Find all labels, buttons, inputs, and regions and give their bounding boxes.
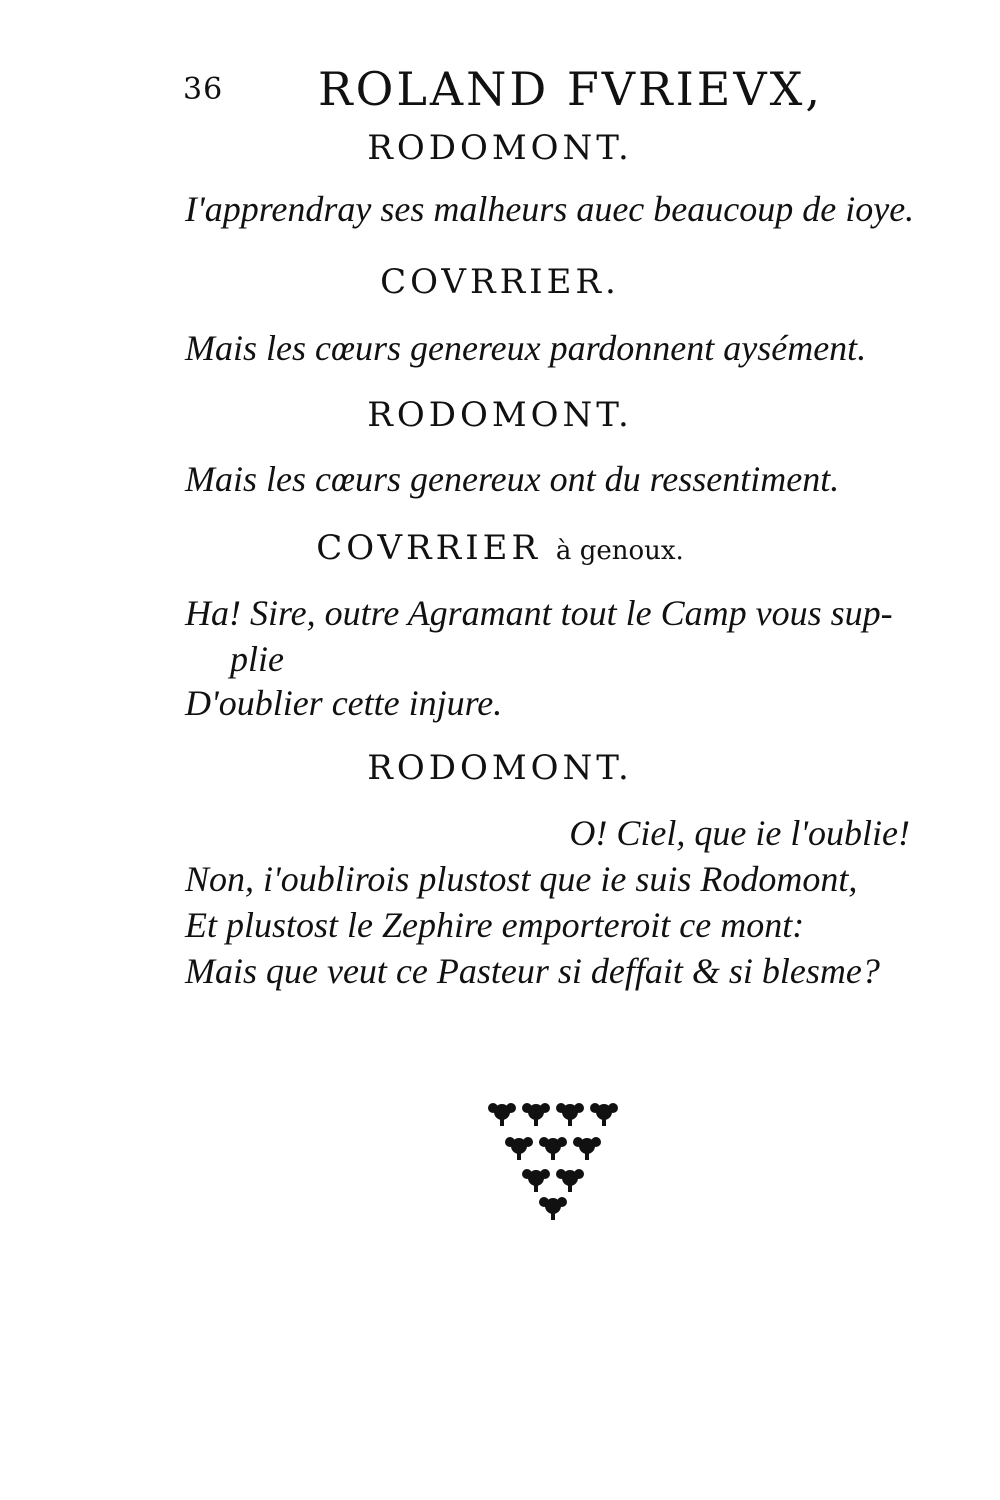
fleuron-tailpiece-icon bbox=[488, 1098, 618, 1223]
stage-direction: à genoux. bbox=[555, 536, 684, 566]
speaker-courrier: COVRRIER. bbox=[380, 262, 620, 302]
verse-line-continuation: plie bbox=[230, 639, 284, 679]
speaker-courrier-kneeling bbox=[0, 528, 1000, 568]
verse-line: Mais que veut ce Pasteur si deffait & si blesme? bbox=[185, 951, 880, 991]
verse-line: Mais les cœurs genereux pardonnent aysément. bbox=[185, 328, 867, 368]
page-number: 36 bbox=[183, 72, 224, 107]
running-title: ROLAND FVRIEVX, bbox=[318, 62, 823, 116]
speaker-name: COVRRIER bbox=[316, 528, 542, 568]
verse-line: Et plustost le Zephire emporteroit ce mont: bbox=[185, 905, 805, 945]
verse-line: I'apprendray ses malheurs auec beaucoup de ioye. bbox=[185, 189, 915, 229]
verse-line: Mais les cœurs genereux ont du ressentiment. bbox=[185, 459, 840, 499]
verse-line-half: O! Ciel, que ie l'oublie! bbox=[569, 813, 910, 853]
speaker-rodomont: RODOMONT. bbox=[367, 395, 633, 435]
speaker-rodomont: RODOMONT. bbox=[367, 748, 633, 788]
verse-line: D'oublier cette injure. bbox=[185, 683, 503, 723]
speaker-rodomont: RODOMONT. bbox=[367, 128, 633, 168]
verse-line: Non, i'oublirois plustost que ie suis Rodomont, bbox=[185, 859, 858, 899]
verse-line: Ha! Sire, outre Agramant tout le Camp vous sup- bbox=[185, 593, 893, 633]
